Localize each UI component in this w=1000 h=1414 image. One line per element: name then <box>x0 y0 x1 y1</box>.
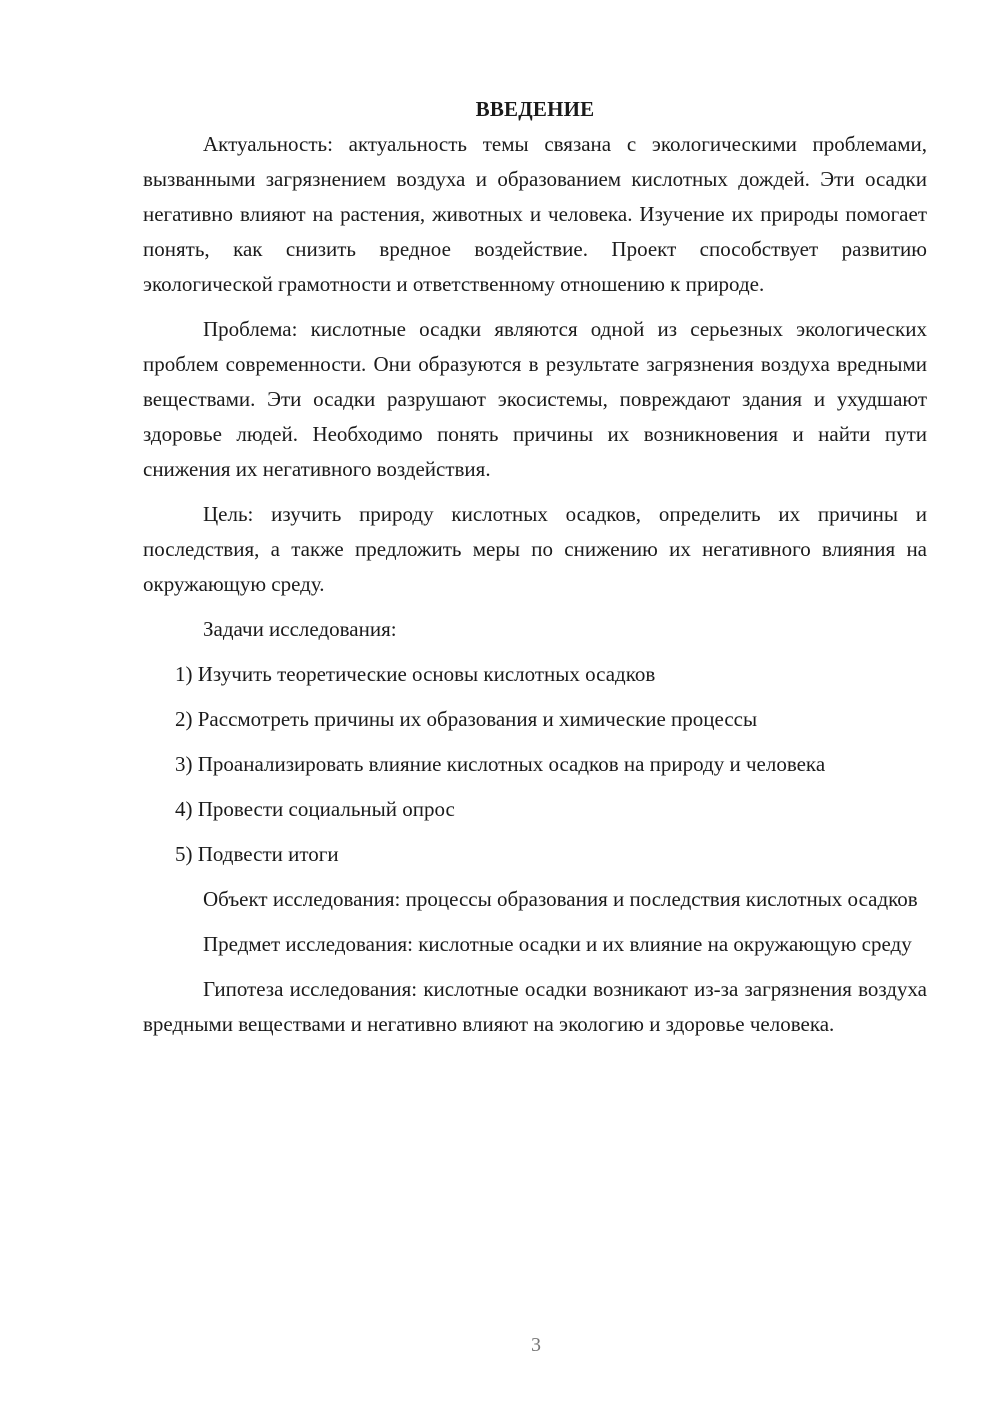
paragraph-goal: Цель: изучить природу кислотных осадков, определить их причины и последствия, а также предложить меры по снижению их негативного влияния на окружающую среду. <box>143 502 927 596</box>
page-title: ВВЕДЕНИЕ <box>475 97 595 121</box>
paragraph-subject: Предмет исследования: кислотные осадки и их влияние на окружающую среду <box>203 932 912 956</box>
paragraph-hypothesis: Гипотеза исследования: кислотные осадки возникают из-за загрязнения воздуха вредными веществами и негативно влияют на экологию и здоровье человека. <box>143 977 927 1036</box>
task-item-2: 2) Рассмотреть причины их образования и химические процессы <box>175 707 758 731</box>
task-item-4: 4) Провести социальный опрос <box>175 797 455 821</box>
task-item-5: 5) Подвести итоги <box>175 842 339 866</box>
task-item-1: 1) Изучить теоретические основы кислотных осадков <box>175 662 656 686</box>
paragraph-problem: Проблема: кислотные осадки являются одной из серьезных экологических проблем современности. Они образуются в результате загрязнения воздуха вредными веществами. Эти осадки разрушают экосистемы, повреждают здания и ухудшают здоровье людей. Необходимо понять причины их возникновения и найти пути снижения их негативного воздействия. <box>143 317 927 481</box>
paragraph-object: Объект исследования: процессы образования и последствия кислотных осадков <box>203 887 918 911</box>
page-number: 3 <box>531 1334 541 1356</box>
document-page <box>143 92 927 1052</box>
paragraph-tasks-heading: Задачи исследования: <box>203 617 397 641</box>
task-item-3: 3) Проанализировать влияние кислотных осадков на природу и человека <box>175 752 826 776</box>
paragraph-relevance: Актуальность: актуальность темы связана с экологическими проблемами, вызванными загрязнением воздуха и образованием кислотных дождей. Эти осадки негативно влияют на растения, животных и человека. Изучение их природы помогает понять, как снизить вредное воздействие. Проект способствует развитию экологической грамотности и ответственному отношению к природе. <box>143 132 927 296</box>
